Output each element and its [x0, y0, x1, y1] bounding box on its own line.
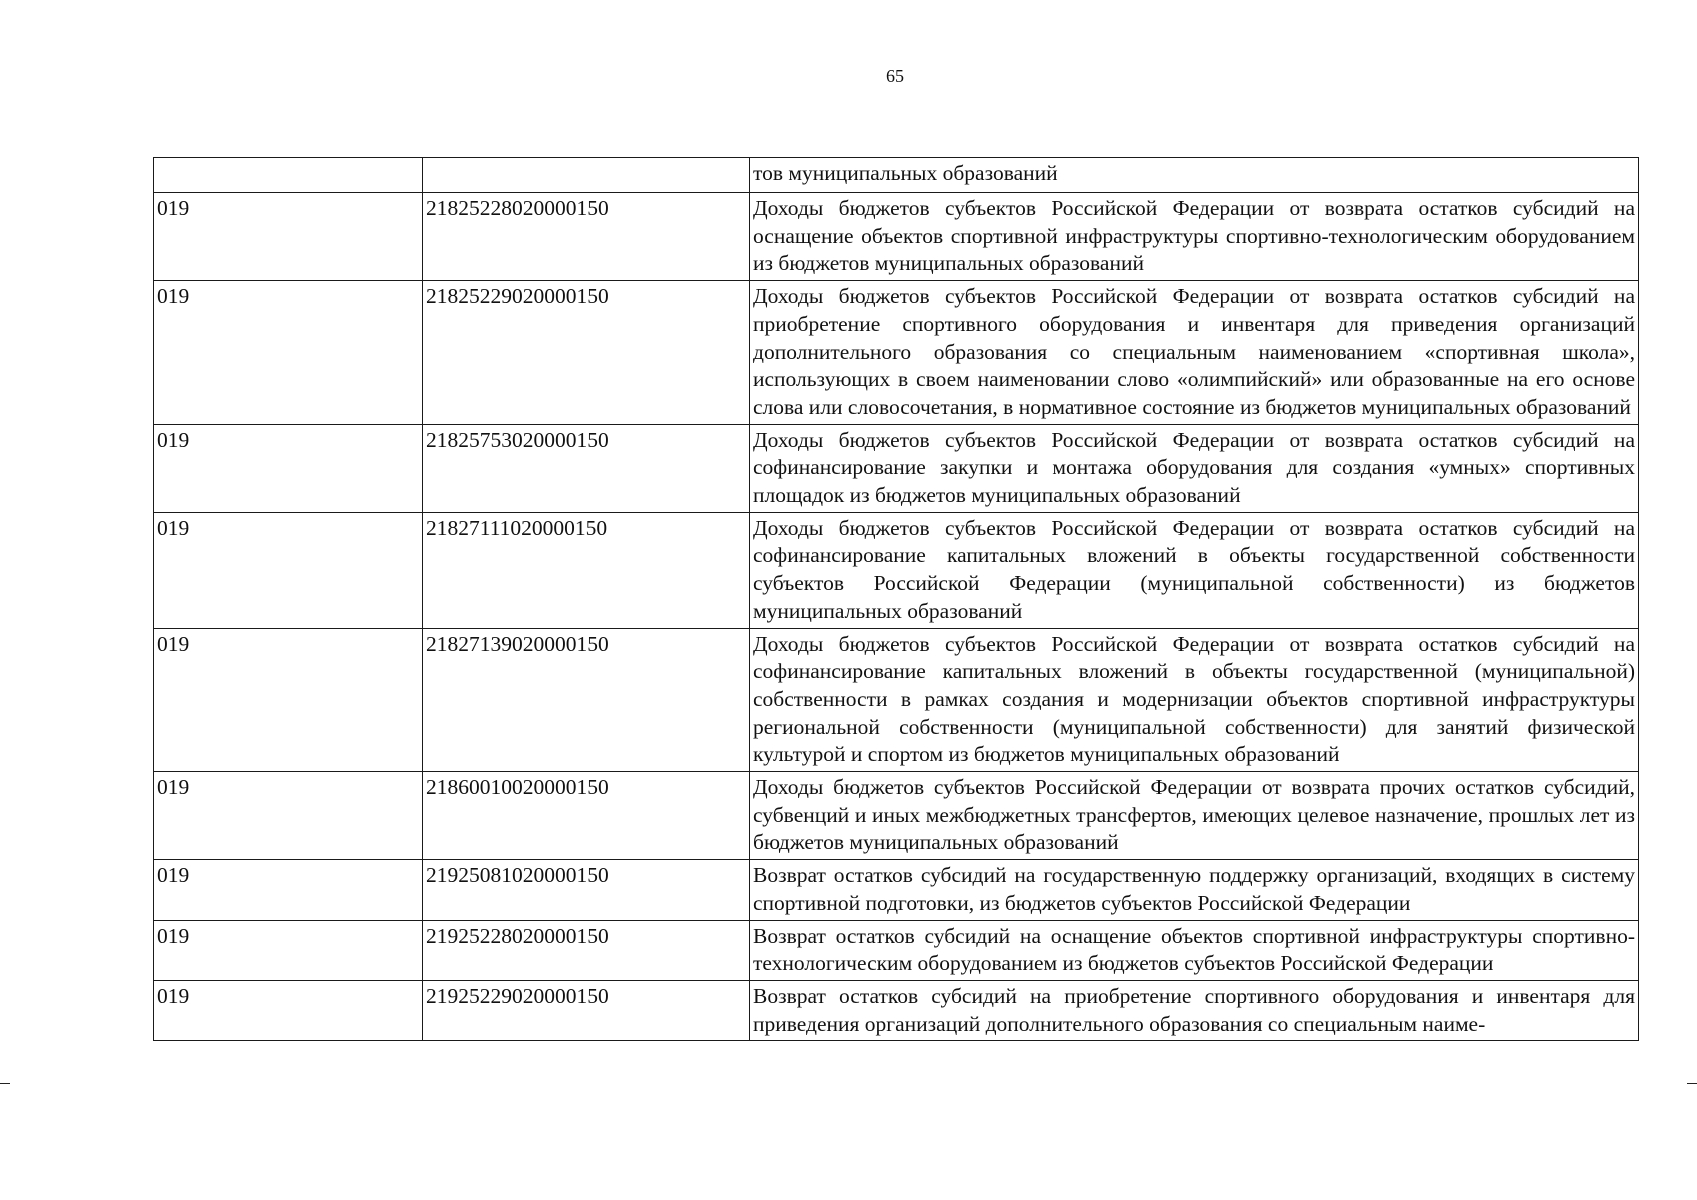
table-row — [154, 158, 1639, 193]
table-row — [154, 193, 1639, 281]
admin-code-cell: 019 — [154, 193, 423, 281]
admin-code-cell: 019 — [154, 772, 423, 860]
admin-code-cell — [154, 158, 423, 193]
kbk-code-cell: 21925228020000150 — [423, 920, 750, 980]
page-number: 65 — [886, 66, 904, 86]
description-cell: Доходы бюджетов субъектов Российской Федерации от возврата остатков субсидий на софинансирование капитальных вложений в объекты государственной (муниципальной) собственности в рамках создания и модернизации объектов спортивной инфраструктуры региональной собственности (муниципальной собственности) для занятий физической культурой и спортом из бюджетов муниципальных образований — [750, 628, 1639, 772]
admin-code-cell: 019 — [154, 281, 423, 425]
kbk-code-cell: 21827139020000150 — [423, 628, 750, 772]
admin-code-cell: 019 — [154, 920, 423, 980]
description-cell: Возврат остатков субсидий на приобретение спортивного оборудования и инвентаря для приведения организаций дополнительного образования со специальным наиме- — [750, 980, 1639, 1040]
table-row — [154, 860, 1639, 920]
description-cell: Возврат остатков субсидий на государственную поддержку организаций, входящих в систему спортивной подготовки, из бюджетов субъектов Российской Федерации — [750, 860, 1639, 920]
table-row — [154, 920, 1639, 980]
kbk-code-cell: 21825229020000150 — [423, 281, 750, 425]
admin-code-cell: 019 — [154, 980, 423, 1040]
table-row — [154, 980, 1639, 1040]
admin-code-cell: 019 — [154, 512, 423, 628]
description-cell: Доходы бюджетов субъектов Российской Федерации от возврата остатков субсидий на приобретение спортивного оборудования и инвентаря для приведения организаций дополнительного образования со специальным наименованием «спортивная школа», использующих в своем наименовании слово «олимпийский» или образованные на его основе слова или словосочетания, в нормативное состояние из бюджетов муниципальных образований — [750, 281, 1639, 425]
description-cell: Доходы бюджетов субъектов Российской Федерации от возврата остатков субсидий на софинансирование капитальных вложений в объекты государственной собственности субъектов Российской Федерации (муниципальной собственности) из бюджетов муниципальных образований — [750, 512, 1639, 628]
kbk-code-cell: 21925081020000150 — [423, 860, 750, 920]
admin-code-cell: 019 — [154, 628, 423, 772]
margin-mark-right — [1687, 1083, 1697, 1084]
kbk-code-cell — [423, 158, 750, 193]
table-row — [154, 281, 1639, 425]
table-row — [154, 772, 1639, 860]
kbk-code-cell: 21825753020000150 — [423, 424, 750, 512]
admin-code-cell: 019 — [154, 860, 423, 920]
admin-code-cell: 019 — [154, 424, 423, 512]
margin-mark-left — [0, 1083, 10, 1084]
table-row — [154, 628, 1639, 772]
description-cell: Доходы бюджетов субъектов Российской Федерации от возврата прочих остатков субсидий, субвенций и иных межбюджетных трансфертов, имеющих целевое назначение, прошлых лет из бюджетов муниципальных образований — [750, 772, 1639, 860]
kbk-code-cell: 21860010020000150 — [423, 772, 750, 860]
description-cell: тов муниципальных образований — [750, 158, 1639, 193]
kbk-code-cell: 21825228020000150 — [423, 193, 750, 281]
description-cell: Возврат остатков субсидий на оснащение объектов спортивной инфраструктуры спортивно-технологическим оборудованием из бюджетов субъектов Российской Федерации — [750, 920, 1639, 980]
table-row — [154, 424, 1639, 512]
kbk-code-cell: 21827111020000150 — [423, 512, 750, 628]
description-cell: Доходы бюджетов субъектов Российской Федерации от возврата остатков субсидий на оснащение объектов спортивной инфраструктуры спортивно-технологическим оборудованием из бюджетов муниципальных образований — [750, 193, 1639, 281]
budget-codes-table — [153, 157, 1639, 1041]
description-cell: Доходы бюджетов субъектов Российской Федерации от возврата остатков субсидий на софинансирование закупки и монтажа оборудования для создания «умных» спортивных площадок из бюджетов муниципальных образований — [750, 424, 1639, 512]
kbk-code-cell: 21925229020000150 — [423, 980, 750, 1040]
table-row — [154, 512, 1639, 628]
